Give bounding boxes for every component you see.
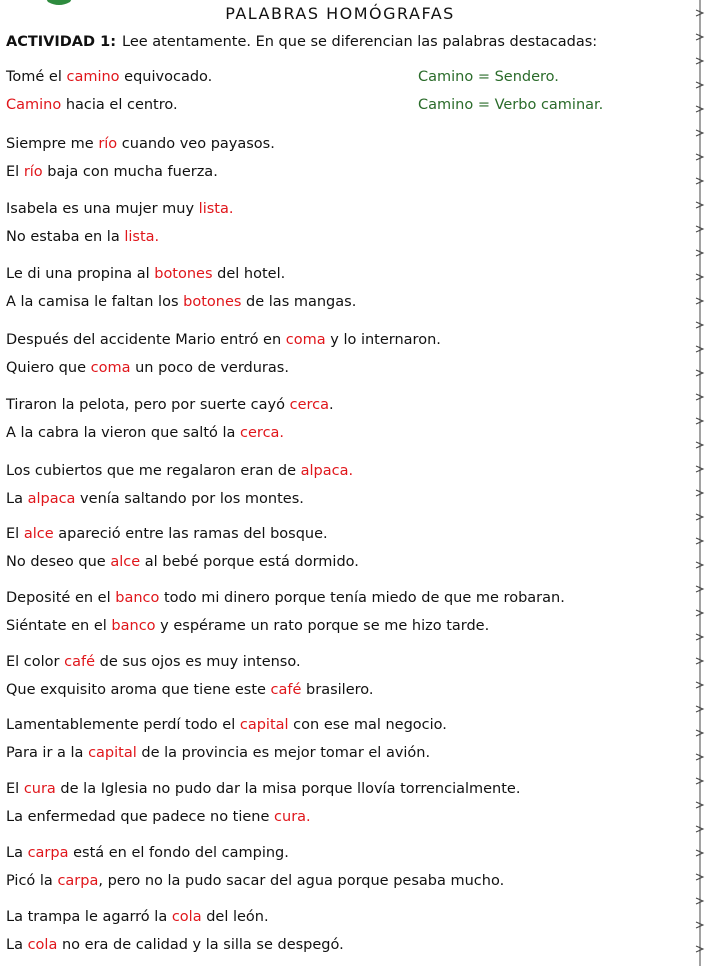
sentence-text: A la camisa le faltan los [6, 294, 184, 310]
sentence-text: La [6, 845, 28, 861]
homograph-word: carpa [27, 845, 69, 861]
sentence-text: y espérame un rato porque se me hizo tarde. [155, 618, 490, 634]
sentence-text: Quiero que [6, 360, 91, 376]
sentence-text: no era de calidad y la silla se despegó. [57, 937, 344, 953]
sentence-text: de las mangas. [241, 294, 357, 310]
sentence-text: de la Iglesia no pudo dar la misa porque llovía torrencialmente. [55, 781, 521, 797]
homograph-word: lista. [198, 201, 234, 217]
homograph-word: alce [23, 526, 54, 542]
sentence-text: equivocado. [119, 69, 213, 85]
sentence-text: El [6, 781, 24, 797]
sentence-text: de la provincia es mejor tomar el avión. [136, 745, 431, 761]
definition-1: Camino = Sendero. [418, 69, 559, 85]
homograph-word: capital [239, 717, 289, 733]
homograph-word: cola [27, 937, 58, 953]
sentence-text: y lo internaron. [325, 332, 441, 348]
sentence-line [6, 554, 359, 570]
sentence-text: El [6, 164, 24, 180]
sentence-line [6, 332, 441, 348]
page-title: PALABRAS HOMÓGRAFAS [225, 4, 455, 23]
sentence-text: La enfermedad que padece no tiene [6, 809, 275, 825]
sentence-text: Picó la [6, 873, 58, 889]
sentence-line [6, 425, 284, 441]
sentence-text: del hotel. [212, 266, 286, 282]
homograph-word: coma [285, 332, 326, 348]
sentence-line [6, 294, 356, 310]
activity-label: ACTIVIDAD 1: [6, 34, 116, 50]
sentence-line [6, 397, 334, 413]
homograph-word: botones [154, 266, 213, 282]
activity-instruction [6, 34, 597, 50]
sentence-line [6, 809, 311, 825]
sentence-line [6, 97, 178, 113]
sentence-line [6, 463, 353, 479]
sentence-line [6, 164, 218, 180]
homograph-word: lista. [124, 229, 160, 245]
homograph-word: cerca. [240, 425, 285, 441]
sentence-line [6, 682, 374, 698]
sentence-line [6, 136, 275, 152]
sentence-line [6, 526, 328, 542]
sentence-text: Que exquisito aroma que tiene este [6, 682, 271, 698]
homograph-word: carpa [57, 873, 99, 889]
sentence-text: del león. [201, 909, 269, 925]
sentence-line [6, 618, 489, 634]
sentence-line [6, 491, 304, 507]
sentence-text: No estaba en la [6, 229, 125, 245]
homograph-word: alce [110, 554, 141, 570]
sentence-line [6, 266, 285, 282]
definition-2: Camino = Verbo caminar. [418, 97, 604, 113]
decorative-border [694, 0, 706, 966]
homograph-word: río [98, 136, 118, 152]
sentence-line [6, 937, 344, 953]
sentence-text: El color [6, 654, 65, 670]
sentence-text: El [6, 526, 24, 542]
homograph-word: coma [90, 360, 131, 376]
sentence-line [6, 845, 289, 861]
homograph-word: cerca [289, 397, 329, 413]
homograph-word: camino [66, 69, 120, 85]
sentence-line [6, 781, 520, 797]
sentence-text: Deposité en el [6, 590, 116, 606]
sentence-text: está en el fondo del camping. [68, 845, 289, 861]
homograph-word: cura [23, 781, 56, 797]
sentence-line [6, 654, 301, 670]
sentence-text: Tomé el [6, 69, 67, 85]
homograph-word: café [64, 654, 96, 670]
sentence-text: todo mi dinero porque tenía miedo de que me robaran. [159, 590, 565, 606]
sentence-text: Siempre me [6, 136, 99, 152]
sentence-text: apareció entre las ramas del bosque. [53, 526, 328, 542]
sentence-text: brasilero. [301, 682, 374, 698]
sentence-text: La [6, 937, 28, 953]
homograph-word: cola [171, 909, 202, 925]
sentence-line [6, 360, 289, 376]
sentence-text: Siéntate en el [6, 618, 112, 634]
homograph-word: alpaca [27, 491, 76, 507]
sentence-line [6, 717, 447, 733]
homograph-word: cura. [274, 809, 311, 825]
sentence-text: de sus ojos es muy intenso. [95, 654, 301, 670]
homograph-word: capital [88, 745, 137, 761]
sentence-text: Le di una propina al [6, 266, 155, 282]
homograph-word: botones [183, 294, 242, 310]
sentence-text: Los cubiertos que me regalaron eran de [6, 463, 301, 479]
sentence-text: . [329, 397, 334, 413]
sentence-text: No deseo que [6, 554, 111, 570]
sentence-text: Tiraron la pelota, pero por suerte cayó [6, 397, 290, 413]
sentence-text: Lamentablemente perdí todo el [6, 717, 240, 733]
activity-text: Lee atentamente. En que se diferencian las palabras destacadas: [122, 34, 598, 50]
sentence-text: con ese mal negocio. [288, 717, 447, 733]
sentence-text: baja con mucha fuerza. [42, 164, 218, 180]
sentence-line [6, 590, 565, 606]
sentence-text: Isabela es una mujer muy [6, 201, 199, 217]
homograph-word: alpaca. [300, 463, 354, 479]
sentence-text: La trampa le agarró la [6, 909, 172, 925]
sentence-text: La [6, 491, 28, 507]
sentence-text: Después del accidente Mario entró en [6, 332, 286, 348]
sentence-line [6, 745, 430, 761]
sentence-line [6, 201, 233, 217]
homograph-word: Camino [6, 97, 62, 113]
sentence-line [6, 229, 159, 245]
homograph-word: café [270, 682, 302, 698]
sentence-text: A la cabra la vieron que saltó la [6, 425, 241, 441]
sentence-text: al bebé porque está dormido. [140, 554, 359, 570]
homograph-word: banco [115, 590, 160, 606]
sentence-text: hacia el centro. [61, 97, 178, 113]
sentence-text: cuando veo payasos. [117, 136, 275, 152]
sentence-text: venía saltando por los montes. [75, 491, 304, 507]
sentence-line [6, 909, 269, 925]
sentence-text: Para ir a la [6, 745, 89, 761]
homograph-word: banco [111, 618, 156, 634]
homograph-word: río [23, 164, 43, 180]
sentence-text: , pero no la pudo sacar del agua porque pesaba mucho. [98, 873, 505, 889]
sentence-text: un poco de verduras. [130, 360, 289, 376]
sentence-line [6, 873, 504, 889]
sentence-line [6, 69, 212, 85]
